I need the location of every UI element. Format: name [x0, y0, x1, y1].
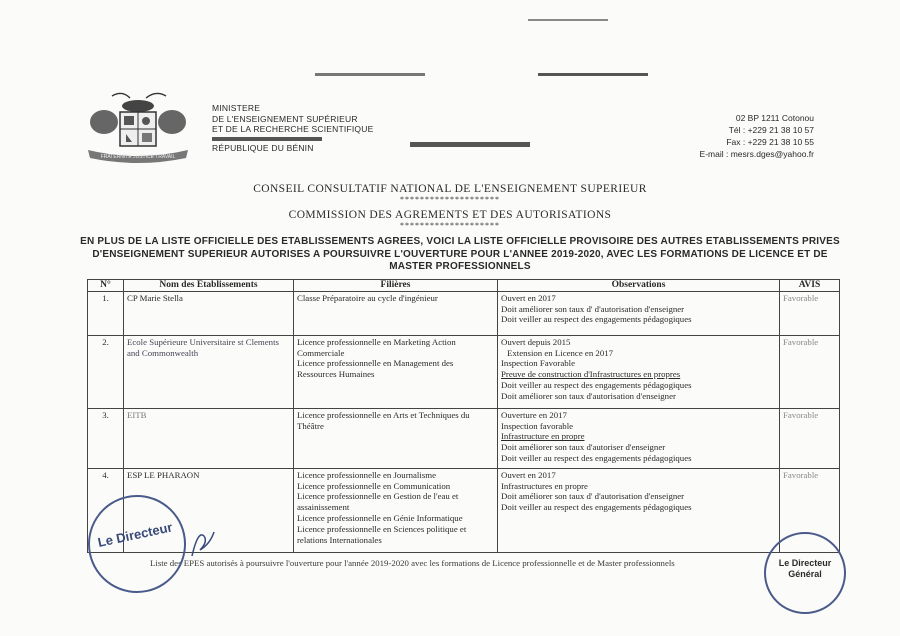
- ministry-line: DE L'ENSEIGNEMENT SUPÉRIEUR: [212, 113, 358, 124]
- telephone: Tél : +229 21 38 10 57: [728, 125, 814, 135]
- observation-line: Doit améliorer son taux d'autoriser d'enseigner: [501, 442, 666, 453]
- establishment-name: Ecole Supérieure Universitaire st Clements and Commonwealth: [124, 335, 294, 408]
- council-title: CONSEIL CONSULTATIF NATIONAL DE L'ENSEIGNEMENT SUPERIEUR: [253, 183, 647, 195]
- intro-paragraph: EN PLUS DE LA LISTE OFFICIELLE DES ETABLISSEMENTS AGREES, VOICI LA LISTE OFFICIELLE PROVISOIRE DES AUTRES ETABLISSEMENTS PRIVES D'ENSEIGNEMENT SUPERIEUR AUTORISES A POURSUIVRE L'OUVERTURE POUR L'ANNEE 2019-2020, AVEC LES FORMATIONS DE LICENCE ET DE MASTER PROFESSIONNELS: [80, 236, 840, 272]
- filieres-cell: Classe Préparatoire au cycle d'ingénieur: [294, 291, 498, 335]
- ministry-line: ET DE LA RECHERCHE SCIENTIFIQUE: [212, 124, 374, 134]
- council-title-block: [0, 183, 900, 204]
- stars-divider: ********************: [400, 195, 500, 204]
- scan-mark: [528, 19, 608, 21]
- observation-line: Doit améliorer son taux d'autorisation d'enseigner: [501, 390, 676, 401]
- table-row: [88, 408, 840, 468]
- header-avis: AVIS: [780, 280, 840, 292]
- email: E-mail : mesrs.dges@yahoo.fr: [699, 149, 814, 159]
- establishment-name: CP Marie Stella: [124, 291, 294, 335]
- observation-line: Doit améliorer son taux d' d'autorisation d'enseigner: [501, 491, 685, 502]
- observation-line: Infrastructures en propre: [501, 480, 588, 491]
- footnote: Liste des EPES autorisés à poursuivre l'ouverture pour l'année 2019-2020 avec les formations de Licence professionnelle et de Master professionnels: [150, 558, 675, 568]
- right-official-stamp: [764, 532, 846, 614]
- observation-line: Preuve de construction d'Infrastructures en propres: [501, 369, 681, 380]
- observations-cell: [498, 291, 780, 335]
- establishments-table: [87, 279, 840, 553]
- observations-cell: [498, 408, 780, 468]
- observation-line: Ouvert en 2017: [501, 469, 556, 480]
- redaction-bar: [410, 142, 530, 147]
- table-row: [88, 291, 840, 335]
- observation-line: Extension en Licence en 2017: [507, 347, 614, 358]
- observations-cell: [498, 468, 780, 552]
- observations-cell: [498, 335, 780, 408]
- avis-cell: Favorable: [780, 408, 840, 468]
- filieres-cell: Licence professionnelle en Marketing Action Commerciale Licence professionnelle en Management des Ressources Humaines: [294, 335, 498, 408]
- observation-line: Ouverture en 2017: [501, 409, 567, 420]
- observation-line: Doit veiller au respect des engagements pédagogiques: [501, 452, 692, 463]
- row-number: 4.: [88, 468, 124, 552]
- ministry-line: MINISTERE: [212, 103, 261, 113]
- avis-cell: Favorable: [780, 335, 840, 408]
- establishment-name: ESP LE PHARAON: [124, 468, 294, 552]
- observation-line: Ouvert en 2017: [501, 292, 556, 303]
- coat-of-arms-emblem: [82, 92, 194, 164]
- redaction-bar: [212, 137, 322, 141]
- filieres-cell: Licence professionnelle en Journalisme Licence professionnelle en Communication Licence professionnelle en Gestion de l'eau et assainissement Licence professionnelle en Génie Informatique Licence professionnelle en Sciences politique et relations Internationales: [294, 468, 498, 552]
- observation-line: Doit veiller au respect des engagements pédagogiques: [501, 502, 692, 513]
- avis-cell: Favorable: [780, 291, 840, 335]
- header-filieres: Filières: [294, 280, 498, 292]
- avis-cell: Favorable: [780, 468, 840, 552]
- fax: Fax : +229 21 38 10 55: [726, 137, 814, 147]
- header-name: Nom des Etablissements: [124, 280, 294, 292]
- establishment-name: EITB: [124, 408, 294, 468]
- observation-line: Inspection favorable: [501, 420, 574, 431]
- country-name: RÉPUBLIQUE DU BÉNIN: [212, 142, 314, 153]
- commission-title: COMMISSION DES AGREMENTS ET DES AUTORISATIONS: [288, 209, 612, 221]
- observation-line: Ouvert depuis 2015: [501, 336, 571, 347]
- signature-mark: [188, 526, 218, 560]
- observation-line: Doit améliorer son taux d' d'autorisation d'enseigner: [501, 303, 685, 314]
- redaction-bar: [538, 73, 648, 76]
- observation-line: Inspection Favorable: [501, 358, 576, 369]
- table-header-row: [88, 280, 840, 292]
- stamp-text: Le Directeur Général: [778, 558, 832, 579]
- contact-block: [700, 112, 814, 160]
- commission-title-block: [0, 209, 900, 230]
- row-number: 2.: [88, 335, 124, 408]
- svg-text:FRATERNITE JUSTICE TRAVAIL: FRATERNITE JUSTICE TRAVAIL: [100, 154, 176, 160]
- header-observations: Observations: [498, 280, 780, 292]
- observation-line: Infrastructure en propre: [501, 431, 585, 442]
- ministry-header: [212, 103, 373, 153]
- filieres-cell: Licence professionnelle en Arts et Techniques du Théâtre: [294, 408, 498, 468]
- redaction-bar: [315, 73, 425, 76]
- header-number: N°: [88, 280, 124, 292]
- stamp-text: Le Directeur: [96, 519, 174, 550]
- stars-divider: ********************: [400, 221, 500, 230]
- table-row: [88, 335, 840, 408]
- row-number: 1.: [88, 291, 124, 335]
- observation-line: Doit veiller au respect des engagements pédagogiques: [501, 379, 692, 390]
- row-number: 3.: [88, 408, 124, 468]
- observation-line: Doit veiller au respect des engagements pédagogiques: [501, 314, 692, 325]
- address: 02 BP 1211 Cotonou: [735, 113, 814, 123]
